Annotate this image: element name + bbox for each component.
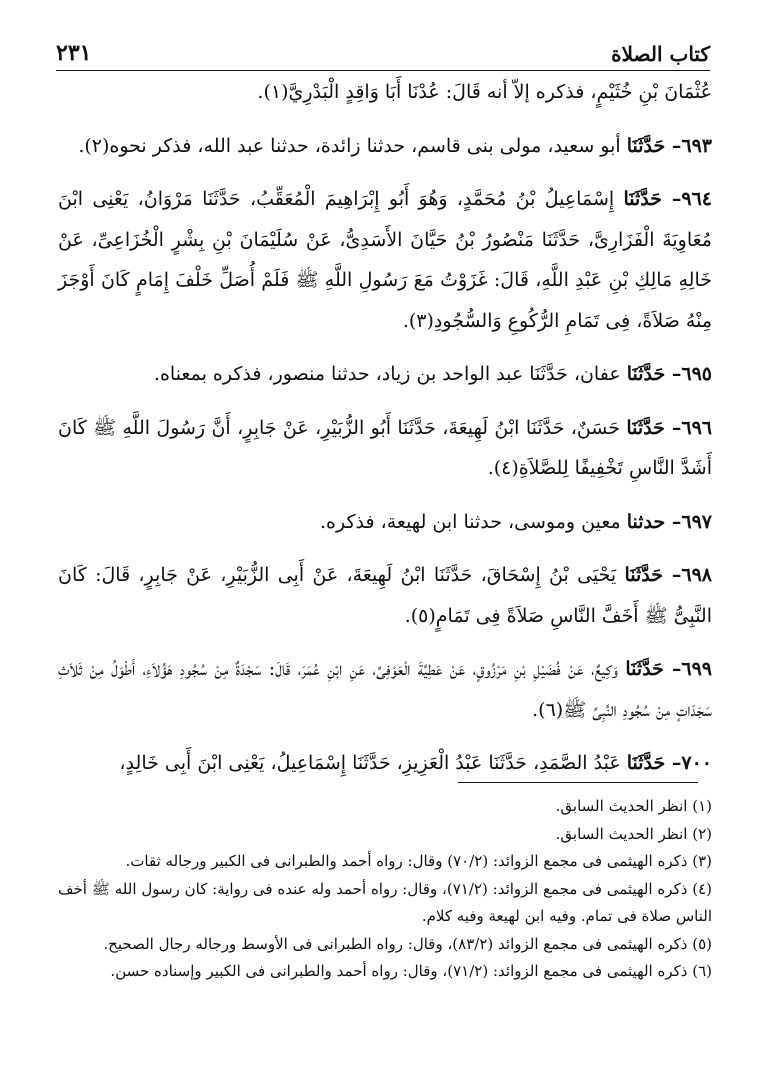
hadith-number: ٦٩٧– حدثنا [626,510,712,533]
footnote: (٤) ذكره الهيثمى فى مجمع الزوائد: (٧١/٢)، وقال: رواه أحمد وله عنده فى رواية: كان رسول الله ﷺ أخف الناس صلاة فى تمام. وفيه ابن لهيعة وفيه كلام. [58,879,712,925]
hadith-number: ٦٩٦– حَدَّثَنَا [626,416,712,439]
hadith-entry [58,126,712,167]
page-header [56,30,710,71]
footnote-separator [458,782,698,783]
hadith-entry [58,179,712,341]
footnote: (٦) ذكره الهيثمى فى مجمع الزوائد: (٧١/٢)، وقال: رواه أحمد والطبرانى فى الكبير وإسناده حسن. [110,962,712,980]
hadith-entry [58,555,712,636]
hadith-text: عَبْدُ الصَّمَدِ، حَدَّثَنَا عَبْدُ الْعَزِيزِ، حَدَّثَنَا إِسْمَاعِيلُ، يَعْنِى ابْنَ أَبِى خَالِدٍ، [119,752,621,774]
hadith-entry [58,743,712,784]
hadith-text: أبو سعيد، مولى بنى قاسم، حدثنا زائدة، حدثنا عبد الله، فذكر نحوه(٢). [78,134,621,157]
footnote: (١) انظر الحديث السابق. [555,797,712,815]
hadith-text: حَسَنٌ، حَدَّثَنَا ابْنُ لَهِيعَةَ، حَدَّثَنَا أَبُو الزُّبَيْرِ، عَنْ جَابِرٍ، أَنَّ رَسُولَ اللَّهِ ﷺ كَانَ أَشَدَّ النَّاسِ تَخْفِيفًا لِلصَّلاَةِ(٤). [58,416,712,479]
hadith-text: معين وموسى، حدثنا ابن لهيعة، فذكره. [319,510,621,533]
hadith-number: ٦٩٩– حَدَّثَنَا [625,658,712,680]
hadith-number: ٦٩٨– حَدَّثَنَا [624,564,712,586]
hadith-number: ٩٦٤– حَدَّثَنَا [623,188,712,210]
hadith-text: يَحْيَى بْنُ إِسْحَاقَ، حَدَّثَنَا ابْنُ لَهِيعَةَ، عَنْ أَبِى الزُّبَيْرِ، عَنْ جَابِرٍ، قَالَ: كَانَ النَّبِىُّ ﷺ أَخَفَّ النَّاسِ صَلاَةً فِى تَمَامٍ(٥). [58,564,712,627]
hadith-text: وَكِيعٌ، عَنْ فُضَيْلِ بْنِ مَرْزُوقٍ، عَنْ عَطِيَّةَ الْعَوْفِىِّ، عَنِ ابْنِ عُمَرَ، قَالَ: سَجْدَةٌ مِنْ سُجُودِ هَؤُلاَءِ، أَطْوَلُ مِنْ ثَلاَثِ سَجَدَاتٍ مِنْ سُجُودِ النَّبِىِّ ﷺ(٦). [58,658,712,721]
hadith-number: ٧٠٠– حَدَّثَنَا [626,752,712,774]
hadith-text: عفان، حَدَّثَنَا عبد الواحد بن زياد، حدثنا منصور، فذكره بمعناه. [153,363,621,385]
hadith-text: عُثْمَانَ بْنِ خُثَيْمٍ، فذكره إلاّ أنه قَالَ: عُدْنَا أَبَا وَاقِدٍ الْبَدْرِيَّ(١). [257,81,712,103]
page-number: ٢٣١ [56,40,92,66]
hadith-number: ٦٩٥– حَدَّثَنَا [626,363,712,385]
footnotes [58,793,712,986]
hadith-text: إِسْمَاعِيلُ بْنُ مُحَمَّدٍ، وَهُوَ أَبُو إِبْرَاهِيمَ الْمُعَقِّبُ، حَدَّثَنَا مَرْوَانُ، يَعْنِى ابْنَ مُعَاوِيَةَ الْفَزَارِىَّ، حَدَّثَنَا مَنْصُورُ بْنُ حَيَّانَ الأَسَدِىُّ، عَنْ سُلَيْمَانَ بْنِ بِشْرٍ الْخُزَاعِىِّ، عَنْ خَالِهِ مَالِكِ بْنِ عَبْدِ اللَّهِ، قَالَ: غَزَوْتُ مَعَ رَسُولِ اللَّهِ ﷺ فَلَمْ أُصَلِّ خَلْفَ إِمَامٍ كَانَ أَوْجَزَ مِنْهُ صَلاَةً، فِى تَمَامِ الرُّكُوعِ وَالسُّجُودِ(٣). [58,188,712,332]
hadith-body [58,72,712,797]
hadith-entry [58,354,712,395]
hadith-entry [58,408,712,489]
chapter-title: كتاب الصلاة [611,42,710,66]
footnote: (٣) ذكره الهيثمى فى مجمع الزوائد: (٧٠/٢) وقال: رواه أحمد والطبرانى فى الكبير ورجاله ثقات. [125,852,712,870]
hadith-entry [58,502,712,543]
hadith-entry [58,72,712,113]
footnote: (٥) ذكره الهيثمى فى مجمع الزوائد (٨٣/٢)، وقال: رواه الطبرانى فى الأوسط ورجاله رجال الصحيح. [103,934,712,953]
hadith-entry [58,649,712,730]
hadith-number: ٦٩٣– حَدَّثَنَا [626,134,712,157]
footnote: (٢) انظر الحديث السابق. [555,824,712,843]
